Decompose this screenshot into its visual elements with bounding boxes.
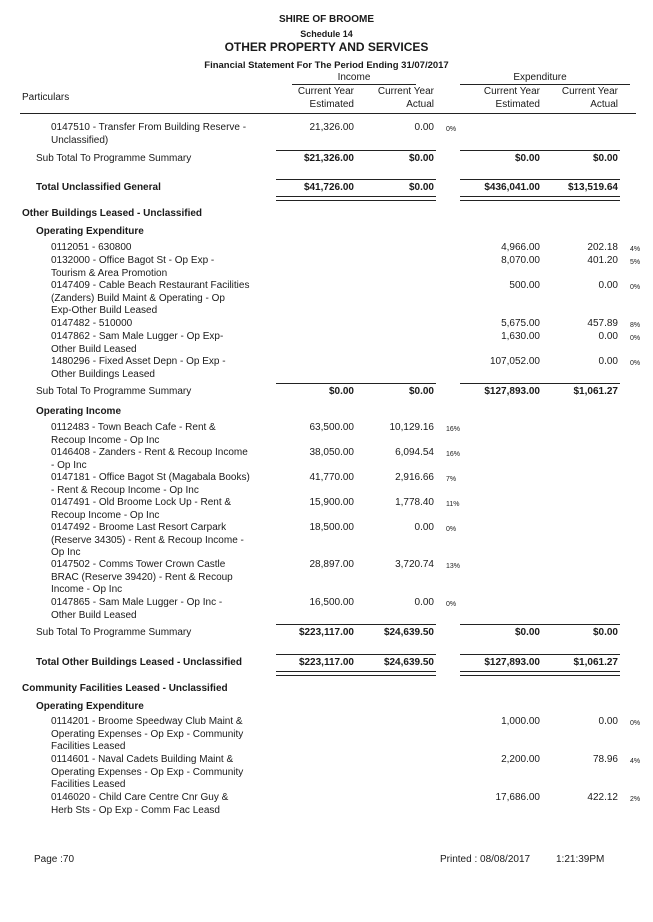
income-actual-value: 3,720.74: [395, 559, 434, 570]
row-label-line: Exp-Other Build Leased: [51, 305, 158, 316]
row-label-line: Facilities Leased: [51, 779, 126, 790]
exp-est-header-1: Current Year: [483, 86, 540, 97]
income-actual-value: $0.00: [408, 386, 434, 397]
org-name: SHIRE OF BROOME: [278, 14, 374, 25]
exp-est-header-2: Estimated: [495, 99, 540, 110]
row-label-line: 0147409 - Cable Beach Restaurant Facilities: [51, 280, 250, 291]
expenditure-estimated-value: 107,052.00: [489, 356, 540, 367]
total-rule-expenditure: [460, 179, 620, 180]
income-actual-value: 6,094.54: [395, 447, 434, 458]
subtotal-rule-expenditure: [460, 624, 620, 625]
subtotal-rule-expenditure: [460, 150, 620, 151]
income-percent: 11%: [446, 501, 460, 508]
printed-time: 1:21:39PM: [556, 854, 605, 865]
income-actual-value: $24,639.50: [383, 627, 434, 638]
total-rule-income: [276, 179, 436, 180]
expenditure-actual-value: 422.12: [587, 792, 618, 803]
expenditure-group-rule: [460, 84, 630, 85]
row-label-line: Operating Income: [36, 406, 122, 417]
income-estimated-value: $223,117.00: [298, 627, 354, 638]
income-actual-value: 2,916.66: [395, 472, 434, 483]
expenditure-actual-value: $0.00: [592, 153, 618, 164]
income-estimated-value: 38,050.00: [309, 447, 354, 458]
row-label-line: 0147181 - Office Bagot St (Magabala Books): [51, 472, 250, 483]
expenditure-actual-value: 401.20: [587, 255, 618, 266]
row-label-line: 1480296 - Fixed Asset Depn - Op Exp -: [51, 356, 226, 367]
expenditure-estimated-value: 1,630.00: [501, 331, 540, 342]
income-percent: 16%: [446, 426, 461, 433]
row-label-line: 0146020 - Child Care Centre Cnr Guy &: [51, 792, 229, 803]
income-estimated-value: 16,500.00: [309, 597, 354, 608]
income-actual-value: 0.00: [414, 597, 434, 608]
expenditure-estimated-value: 1,000.00: [501, 716, 540, 727]
row-label-line: Operating Expenditure: [36, 226, 144, 237]
row-label-line: Sub Total To Programme Summary: [36, 153, 192, 164]
subtotal-rule-income: [276, 624, 436, 625]
exp-act-header-1: Current Year: [561, 86, 618, 97]
income-estimated-value: 21,326.00: [309, 122, 354, 133]
expenditure-actual-value: $13,519.64: [567, 182, 618, 193]
row-label-line: Facilities Leased: [51, 741, 126, 752]
expenditure-actual-value: 0.00: [598, 716, 618, 727]
row-label-line: Community Facilities Leased - Unclassified: [22, 683, 228, 694]
expenditure-estimated-value: 2,200.00: [501, 754, 540, 765]
income-act-header-2: Actual: [406, 99, 434, 110]
income-actual-value: 0.00: [414, 122, 434, 133]
row-label-line: Herb Sts - Op Exp - Comm Fac Leasd: [51, 804, 220, 816]
row-label-line: Income - Op Inc: [51, 584, 123, 595]
row-label-line: 0147862 - Sam Male Lugger - Op Exp-: [51, 331, 224, 342]
expenditure-actual-value: $1,061.27: [573, 657, 618, 668]
total-rule-expenditure: [460, 654, 620, 655]
expenditure-estimated-value: 500.00: [509, 280, 540, 291]
income-percent: 7%: [446, 476, 457, 483]
income-estimated-value: $41,726.00: [303, 182, 354, 193]
expenditure-actual-value: $1,061.27: [573, 386, 618, 397]
row-label-line: 0147510 - Transfer From Building Reserve -: [51, 122, 247, 133]
row-label-line: 0114201 - Broome Speedway Club Maint &: [51, 716, 243, 727]
row-label-line: 0147482 - 510000: [51, 318, 133, 329]
total-double-rule-income: [276, 671, 436, 676]
row-label-line: Total Other Buildings Leased - Unclassified: [36, 657, 242, 668]
expenditure-actual-value: $0.00: [592, 627, 618, 638]
income-percent: 16%: [446, 451, 461, 458]
expenditure-estimated-value: 5,675.00: [501, 318, 540, 329]
expenditure-actual-value: 0.00: [598, 280, 618, 291]
row-label-line: 0112051 - 630800: [51, 242, 132, 253]
printed-date: Printed : 08/08/2017: [440, 854, 531, 865]
income-estimated-value: 28,897.00: [309, 559, 354, 570]
income-estimated-value: $21,326.00: [303, 153, 354, 164]
expenditure-actual-value: 457.89: [587, 318, 618, 329]
expenditure-percent: 2%: [630, 796, 641, 803]
subtotal-rule-expenditure: [460, 383, 620, 384]
period-label: Financial Statement For The Period Ending 31/07/2017: [204, 60, 449, 71]
total-double-rule-expenditure: [460, 196, 620, 201]
income-actual-value: $0.00: [408, 182, 434, 193]
expenditure-actual-value: 202.18: [587, 242, 618, 253]
particulars-header: Particulars: [22, 92, 70, 103]
expenditure-actual-value: 78.96: [592, 754, 618, 765]
income-actual-value: 1,778.40: [395, 497, 434, 508]
expenditure-percent: 0%: [630, 720, 641, 727]
row-label-line: Other Buildings Leased - Unclassified: [22, 208, 203, 219]
expenditure-estimated-value: $127,893.00: [484, 657, 540, 668]
row-label-line: 0147865 - Sam Male Lugger - Op Inc -: [51, 597, 223, 608]
total-rule-income: [276, 654, 436, 655]
row-label-line: 0147502 - Comms Tower Crown Castle: [51, 559, 226, 570]
expenditure-estimated-value: 17,686.00: [495, 792, 540, 803]
expenditure-estimated-value: $436,041.00: [484, 182, 540, 193]
income-group-label: Income: [337, 72, 371, 83]
expenditure-estimated-value: $127,893.00: [484, 386, 540, 397]
expenditure-estimated-value: 8,070.00: [501, 255, 540, 266]
income-percent: 0%: [446, 601, 457, 608]
row-label-line: 0147491 - Old Broome Lock Up - Rent &: [51, 497, 232, 508]
expenditure-percent: 0%: [630, 335, 641, 342]
row-label-line: (Zanders) Build Maint & Operating - Op: [51, 292, 225, 304]
row-label-line: Sub Total To Programme Summary: [36, 386, 192, 397]
income-estimated-value: 41,770.00: [309, 472, 354, 483]
expenditure-estimated-value: $0.00: [514, 153, 540, 164]
row-label-line: Operating Expenditure: [36, 701, 144, 712]
expenditure-actual-value: 0.00: [598, 356, 618, 367]
total-double-rule-expenditure: [460, 671, 620, 676]
income-actual-value: $24,639.50: [383, 657, 434, 668]
page-title: OTHER PROPERTY AND SERVICES: [224, 40, 429, 54]
expenditure-percent: 4%: [630, 758, 641, 765]
row-label-line: - Op Inc: [51, 459, 87, 471]
income-estimated-value: $0.00: [328, 386, 354, 397]
income-act-header-1: Current Year: [377, 86, 434, 97]
row-label-line: Other Build Leased: [51, 609, 137, 621]
income-group-rule: [292, 84, 416, 85]
row-label-line: 0112483 - Town Beach Cafe - Rent &: [51, 422, 216, 433]
row-label-line: 0146408 - Zanders - Rent & Recoup Income: [51, 447, 248, 458]
row-label-line: - Rent & Recoup Income - Op Inc: [51, 484, 199, 496]
expenditure-percent: 8%: [630, 322, 641, 329]
income-actual-value: $0.00: [408, 153, 434, 164]
row-label-line: Operating Expenses - Op Exp - Community: [51, 766, 244, 778]
row-label-line: Total Unclassified General: [36, 182, 161, 193]
expenditure-percent: 0%: [630, 284, 641, 291]
row-label-line: Other Build Leased: [51, 343, 137, 355]
expenditure-percent: 0%: [630, 360, 641, 367]
exp-act-header-2: Actual: [590, 99, 618, 110]
total-double-rule-income: [276, 196, 436, 201]
header-rule: [20, 113, 636, 114]
expenditure-actual-value: 0.00: [598, 331, 618, 342]
expenditure-estimated-value: $0.00: [514, 627, 540, 638]
income-percent: 0%: [446, 126, 457, 133]
income-actual-value: 10,129.16: [389, 422, 434, 433]
expenditure-percent: 5%: [630, 259, 641, 266]
income-estimated-value: 63,500.00: [309, 422, 354, 433]
row-label-line: Sub Total To Programme Summary: [36, 627, 192, 638]
row-label-line: Recoup Income - Op Inc: [51, 434, 160, 446]
income-actual-value: 0.00: [414, 522, 434, 533]
row-label-line: Other Buildings Leased: [51, 368, 155, 380]
row-label-line: BRAC (Reserve 39420) - Rent & Recoup: [51, 571, 233, 583]
row-label-line: (Reserve 34305) - Rent & Recoup Income -: [51, 534, 244, 546]
row-label-line: 0147492 - Broome Last Resort Carpark: [51, 522, 227, 533]
income-est-header-2: Estimated: [309, 99, 354, 110]
income-percent: 0%: [446, 526, 457, 533]
row-label-line: Recoup Income - Op Inc: [51, 509, 160, 521]
expenditure-estimated-value: 4,966.00: [501, 242, 540, 253]
row-label-line: 0114601 - Naval Cadets Building Maint &: [51, 754, 234, 765]
row-label-line: Operating Expenses - Op Exp - Community: [51, 728, 244, 740]
row-label-line: 0132000 - Office Bagot St - Op Exp -: [51, 255, 215, 266]
income-estimated-value: 15,900.00: [309, 497, 354, 508]
subtotal-rule-income: [276, 383, 436, 384]
expenditure-percent: 4%: [630, 246, 641, 253]
expenditure-group-label: Expenditure: [513, 72, 567, 83]
page-number: Page :70: [34, 854, 75, 865]
income-estimated-value: 18,500.00: [309, 522, 354, 533]
income-est-header-1: Current Year: [297, 86, 354, 97]
income-estimated-value: $223,117.00: [298, 657, 354, 668]
row-label-line: Tourism & Area Promotion: [51, 267, 168, 279]
income-percent: 13%: [446, 563, 461, 570]
subtotal-rule-income: [276, 150, 436, 151]
schedule-label: Schedule 14: [300, 29, 353, 39]
row-label-line: Unclassified): [51, 134, 109, 146]
row-label-line: Op Inc: [51, 547, 81, 558]
